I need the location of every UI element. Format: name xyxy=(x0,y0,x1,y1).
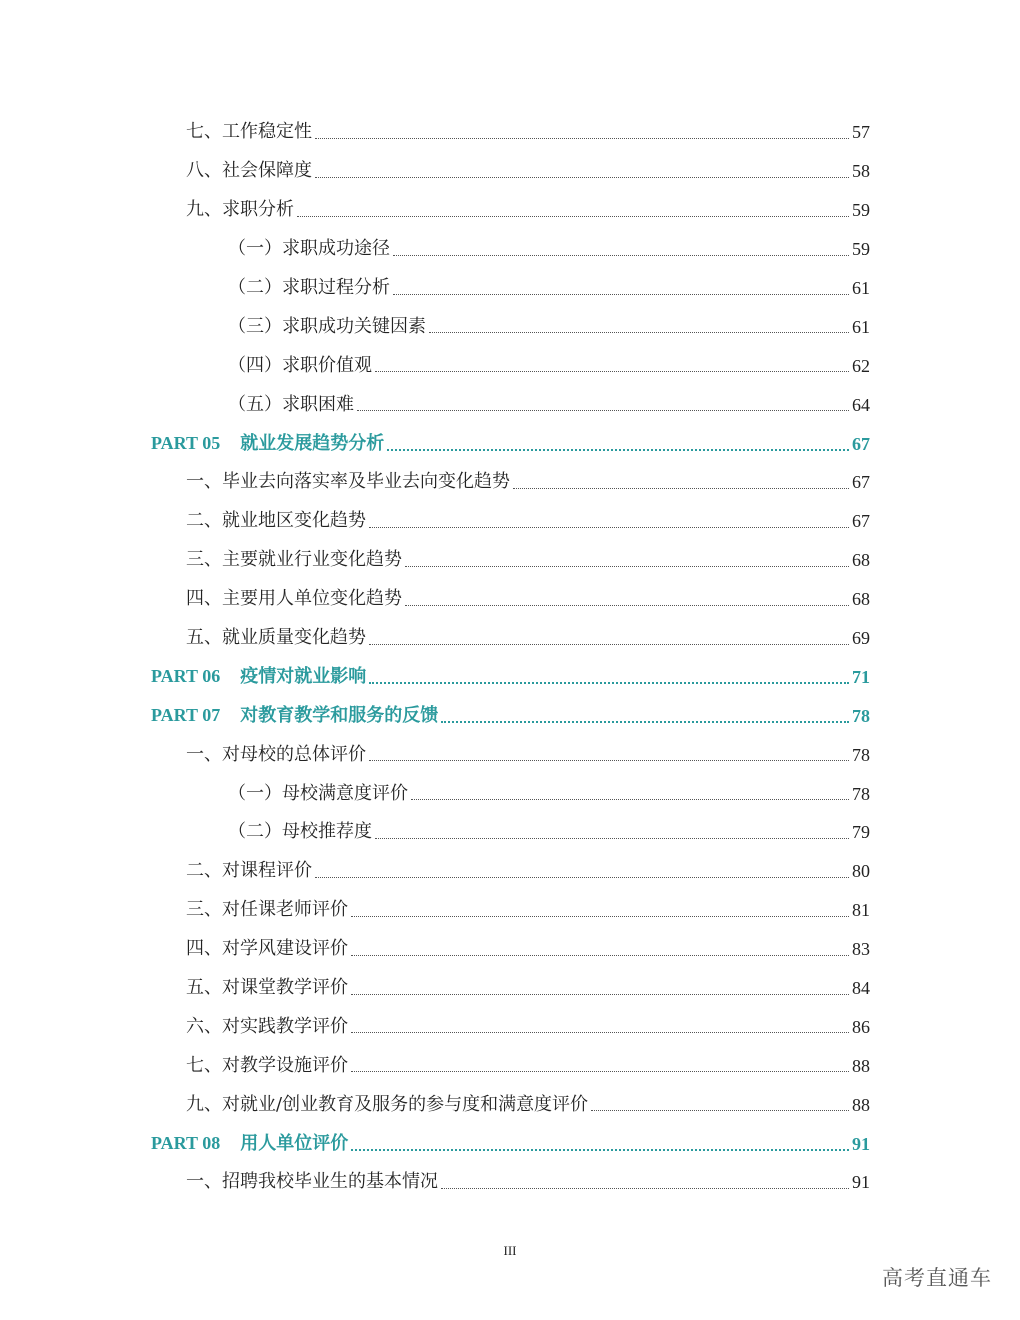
toc-part-entry[interactable] xyxy=(0,696,1020,735)
part-title: 疫情对就业影响 xyxy=(240,666,367,688)
toc-entry[interactable] xyxy=(0,619,1020,658)
part-title: 用人单位评价 xyxy=(240,1133,349,1155)
toc-entry-title: 七、对教学设施评价 xyxy=(186,1054,348,1076)
toc-page-number: 81 xyxy=(852,900,870,921)
toc-entry-title: （一）求职成功途径 xyxy=(228,238,390,260)
dot-leader xyxy=(387,435,849,451)
toc-page-number: 67 xyxy=(852,511,870,532)
dot-leader xyxy=(441,1174,849,1189)
toc-page-number: 88 xyxy=(852,1055,870,1076)
toc-page-number: 80 xyxy=(852,861,870,882)
toc-entry[interactable] xyxy=(0,1085,1020,1124)
toc-page-number: 79 xyxy=(852,822,870,843)
toc-entry[interactable] xyxy=(0,580,1020,619)
toc-entry-title: 四、主要用人单位变化趋势 xyxy=(186,588,402,610)
dot-leader xyxy=(351,941,849,956)
watermark: 高考直通车 xyxy=(882,1266,992,1290)
toc-entry[interactable] xyxy=(0,385,1020,424)
toc-entry-title: （四）求职价值观 xyxy=(228,354,372,376)
toc-entry[interactable] xyxy=(0,269,1020,308)
toc-entry-title: （三）求职成功关键因素 xyxy=(228,315,426,337)
dot-leader xyxy=(591,1096,849,1111)
toc-page-number: 59 xyxy=(852,239,870,260)
toc-page-number: 71 xyxy=(852,666,870,687)
toc-entry-title: 五、就业质量变化趋势 xyxy=(186,627,366,649)
toc-page-number: 84 xyxy=(852,978,870,999)
toc-entry[interactable] xyxy=(0,1046,1020,1085)
dot-leader xyxy=(513,474,849,489)
toc-entry-title xyxy=(151,1134,348,1153)
toc-page-number: 86 xyxy=(852,1016,870,1037)
dot-leader xyxy=(429,318,849,333)
dot-leader xyxy=(369,746,849,761)
toc-entry[interactable] xyxy=(0,463,1020,502)
toc-entry-title xyxy=(151,706,438,725)
dot-leader xyxy=(441,707,849,723)
dot-leader xyxy=(351,980,849,995)
toc-entry[interactable] xyxy=(0,891,1020,930)
toc-page-number: 61 xyxy=(852,278,870,298)
table-of-contents xyxy=(0,113,1020,1202)
toc-entry[interactable] xyxy=(0,541,1020,580)
toc-page-number: 78 xyxy=(852,744,870,765)
dot-leader xyxy=(351,902,849,917)
dot-leader xyxy=(369,513,849,528)
toc-part-entry[interactable] xyxy=(0,1124,1020,1163)
dot-leader xyxy=(405,591,849,606)
part-number: PART 06 xyxy=(151,666,221,687)
toc-entry-title: 九、对就业/创业教育及服务的参与度和满意度评价 xyxy=(186,1093,589,1115)
toc-entry-title: 三、主要就业行业变化趋势 xyxy=(186,549,402,571)
toc-entry-title: 六、对实践教学评价 xyxy=(186,1015,348,1037)
dot-leader xyxy=(351,1018,849,1033)
toc-entry-title: 八、社会保障度 xyxy=(186,160,312,182)
dot-leader xyxy=(369,630,849,645)
toc-entry-title: 二、就业地区变化趋势 xyxy=(186,510,366,532)
toc-entry[interactable] xyxy=(0,969,1020,1008)
toc-page-number: 62 xyxy=(852,355,870,376)
toc-entry[interactable] xyxy=(0,852,1020,891)
toc-entry[interactable] xyxy=(0,735,1020,774)
toc-page-number: 78 xyxy=(852,783,870,804)
toc-entry[interactable] xyxy=(0,1007,1020,1046)
toc-page-number: 57 xyxy=(852,122,870,143)
toc-entry-title: （二）母校推荐度 xyxy=(228,821,372,843)
toc-entry-title: 一、招聘我校毕业生的基本情况 xyxy=(186,1171,438,1193)
dot-leader xyxy=(375,357,849,372)
toc-page-number: 68 xyxy=(852,589,870,610)
toc-entry[interactable] xyxy=(0,230,1020,269)
dot-leader xyxy=(351,1135,849,1151)
toc-entry-title: （二）求职过程分析 xyxy=(228,277,390,298)
toc-entry[interactable] xyxy=(0,502,1020,541)
toc-page-number: 68 xyxy=(852,550,870,571)
toc-page-number: 64 xyxy=(852,394,870,415)
dot-leader xyxy=(369,668,849,684)
dot-leader xyxy=(393,280,849,295)
toc-entry-title: （一）母校满意度评价 xyxy=(228,782,408,804)
toc-page-number: 69 xyxy=(852,628,870,649)
toc-page-number: 78 xyxy=(852,705,870,726)
toc-entry-title: 三、对任课老师评价 xyxy=(186,899,348,921)
toc-entry[interactable] xyxy=(0,774,1020,813)
dot-leader xyxy=(405,552,849,567)
part-title: 就业发展趋势分析 xyxy=(240,433,385,455)
toc-page-number: 61 xyxy=(852,316,870,337)
toc-entry-title: 二、对课程评价 xyxy=(186,860,312,882)
toc-entry[interactable] xyxy=(0,930,1020,969)
toc-page-number: 58 xyxy=(852,161,870,182)
toc-entry-title xyxy=(151,667,366,686)
toc-entry[interactable] xyxy=(0,152,1020,191)
toc-entry-title: 一、毕业去向落实率及毕业去向变化趋势 xyxy=(186,471,510,493)
toc-entry[interactable] xyxy=(0,1163,1020,1202)
toc-entry[interactable] xyxy=(0,191,1020,230)
dot-leader xyxy=(297,202,849,217)
toc-part-entry[interactable] xyxy=(0,657,1020,696)
part-number: PART 05 xyxy=(151,433,221,454)
toc-entry-title: （五）求职困难 xyxy=(228,393,354,415)
toc-entry[interactable] xyxy=(0,307,1020,346)
dot-leader xyxy=(315,124,849,139)
toc-entry[interactable] xyxy=(0,113,1020,152)
toc-entry[interactable] xyxy=(0,346,1020,385)
dot-leader xyxy=(315,163,849,178)
toc-entry-title xyxy=(151,434,384,453)
toc-page-number: 83 xyxy=(852,939,870,960)
dot-leader xyxy=(315,863,849,878)
toc-entry-title: 九、求职分析 xyxy=(186,199,294,221)
toc-page-number: 67 xyxy=(852,472,870,493)
page-number: III xyxy=(503,1243,517,1258)
dot-leader xyxy=(357,396,849,411)
toc-page-number: 67 xyxy=(852,433,870,454)
toc-page-number: 91 xyxy=(852,1133,870,1154)
toc-page-number: 59 xyxy=(852,200,870,221)
toc-entry-title: 一、对母校的总体评价 xyxy=(186,743,366,765)
toc-entry-title: 七、工作稳定性 xyxy=(186,121,312,143)
dot-leader xyxy=(351,1057,849,1072)
toc-entry-title: 五、对课堂教学评价 xyxy=(186,977,348,999)
dot-leader xyxy=(375,824,849,839)
dot-leader xyxy=(393,241,849,256)
dot-leader xyxy=(411,785,849,800)
part-title: 对教育教学和服务的反馈 xyxy=(240,705,439,727)
toc-entry-title: 四、对学风建设评价 xyxy=(186,938,348,960)
toc-page-number: 91 xyxy=(852,1172,870,1193)
toc-entry[interactable] xyxy=(0,813,1020,852)
toc-part-entry[interactable] xyxy=(0,424,1020,463)
toc-page-number: 88 xyxy=(852,1094,870,1115)
part-number: PART 07 xyxy=(151,705,221,726)
part-number: PART 08 xyxy=(151,1133,221,1154)
